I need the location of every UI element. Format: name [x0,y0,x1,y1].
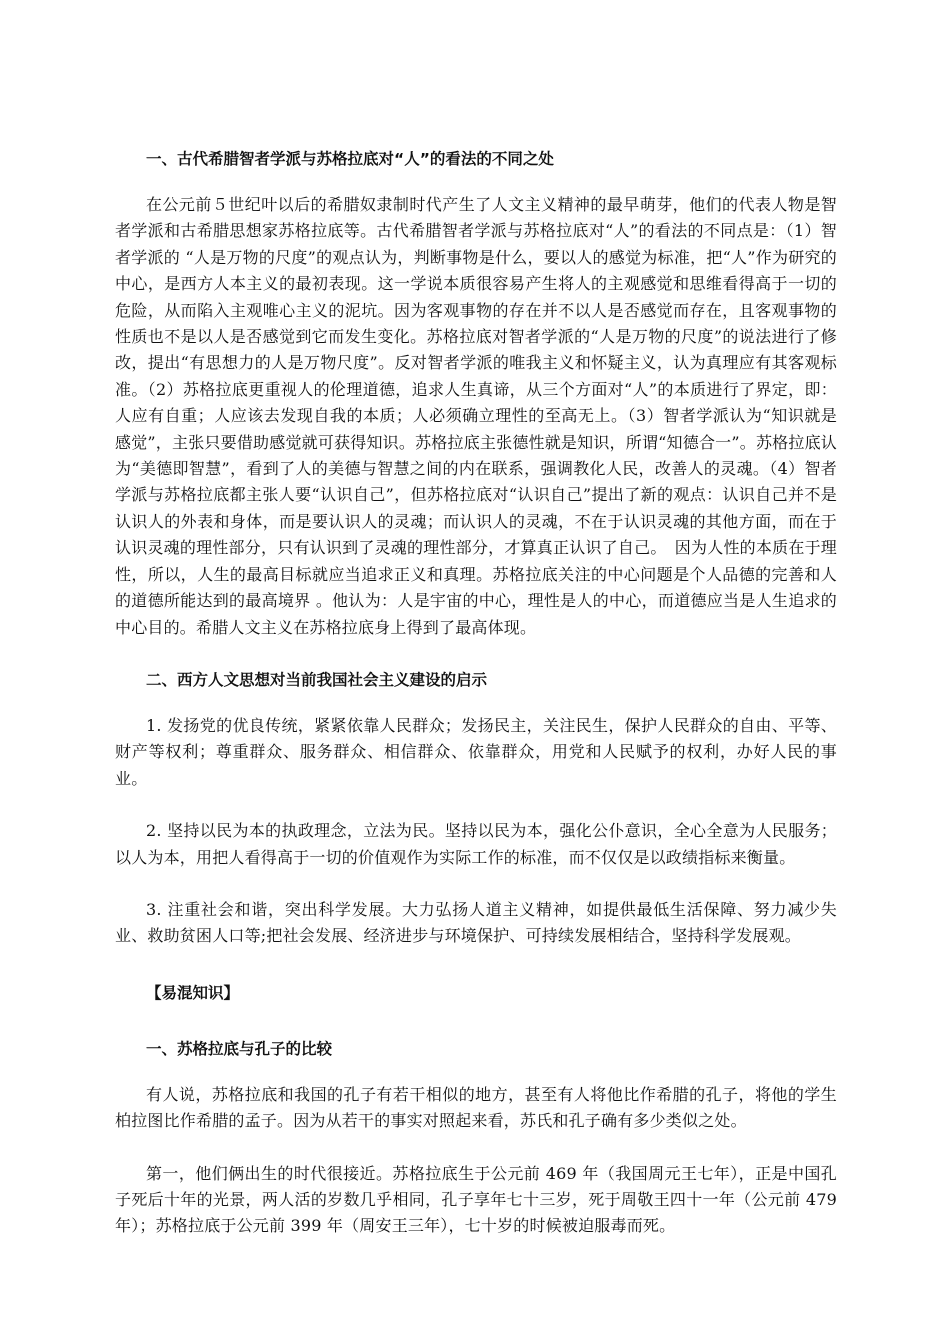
section2-heading: 二、西方人文思想对当前我国社会主义建设的启示 [146,670,488,689]
document-page [115,146,837,1240]
list-item: 2. 坚持以民为本的执政理念，立法为民。坚持以民为本，强化公仆意识，全心全意为人民服务；以人为本，用把人看得高于一切的价值观作为实际工作的标准，而不仅仅是以政绩指标来衡量。 [115,821,837,867]
list-item: 3. 注重社会和谐，突出科学发展。大力弘扬人道主义精神，如提供最低生活保障、努力减少失业、救助贫困人口等;把社会发展、经济进步与环境保护、可持续发展相结合，坚持科学发展观。 [115,899,837,946]
list-item: 1. 发扬党的优良传统，紧紧依靠人民群众；发扬民主，关注民生，保护人民群众的自由、平等、财产等权利；尊重群众、服务群众、相信群众、依靠群众，用党和人民赋予的权利，办好人民的事业。 [115,715,837,788]
section1-heading: 一、古代希腊智者学派与苏格拉底对“人”的看法的不同之处 [146,150,554,168]
confusable-knowledge-label: 【易混知识】 [146,983,240,1002]
section1-paragraph: 在公元前５世纪叶以后的希腊奴隶制时代产生了人文主义精神的最早萌芽，他们的代表人物是智者学派和古希腊思想家苏格拉底等。古代希腊智者学派与苏格拉底对“人”的看法的不同点是：（1）智者学派的 “人是万物的尺度”的观点认为，判断事物是什么，要以人的感觉为标准，把“人”作为研究的中心，是西方人本主义的最初表现。这一学说本质很容易产生将人的主观感觉和思维看得高于一切的危险，从而陷入主观唯心主义的泥坑。因为客观事物的存在并不以人是否感觉而存在，且客观事物的性质也不是以人是否感觉到它而发生变化。苏格拉底对智者学派的“人是万物的尺度”的说法进行了修改，提出“有思想力的人是万物尺度”。反对智者学派的唯我主义和怀疑主义，认为真理应有其客观标准。（2）苏格拉底更重视人的伦理道德，追求人生真谛，从三个方面对“人”的本质进行了界定，即：人应有自重；人应该去发现自我的本质；人必须确立理性的至高无上。（3）智者学派认为“知识就是感觉”，主张只要借助感觉就可获得知识。苏格拉底主张德性就是知识，所谓“知德合一”。苏格拉底认为“美德即智慧”，看到了人的美德与智慧之间的内在联系，强调教化人民，改善人的灵魂。（4）智者学派与苏格拉底都主张人要“认识自己”，但苏格拉底对“认识自己”提出了新的观点：认识自己并不是认识人的外表和身体，而是要认识人的灵魂；而认识人的灵魂，不在于认识灵魂的其他方面，而在于认识灵魂的理性部分，只有认识到了灵魂的理性部分，才算真正认识了自己。 因为人性的本质在于理性，所以，人生的最高目标就应当追求正义和真理。苏格拉底关注的中心问题是个人品德的完善和人的道德所能达到的最高境界 。他认为：人是宇宙的中心，理性是人的中心，而道德应当是人生追求的中心目的。希腊人文主义在苏格拉底身上得到了最高体现。 [115,195,837,637]
section3-paragraph: 有人说，苏格拉底和我国的孔子有若干相似的地方，甚至有人将他比作希腊的孔子，将他的学生柏拉图比作希腊的孟子。因为从若干的事实对照起来看，苏氏和孔子确有多少类似之处。 [115,1084,837,1131]
section3-heading: 一、苏格拉底与孔子的比较 [146,1039,333,1058]
section3-paragraph: 第一，他们俩出生的时代很接近。苏格拉底生于公元前 469 年（我国周元王七年），正是中国孔子死后十年的光景，两人活的岁数几乎相同，孔子享年七十三岁，死于周敬王四十一年（公元前 479 年）；苏格拉底于公元前 399 年（周安王三年），七十岁的时候被迫服毒而死。 [115,1163,837,1236]
